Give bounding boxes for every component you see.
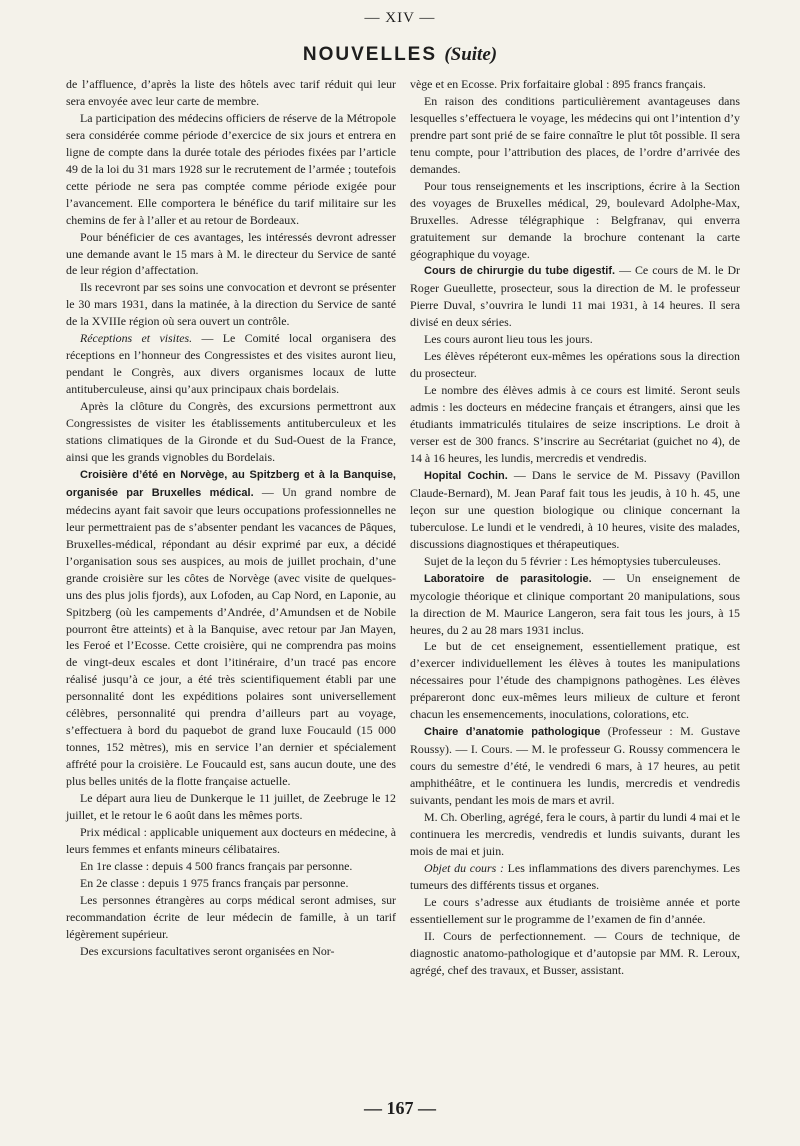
paragraph: En 1re classe : depuis 4 500 francs français par personne. [80,858,353,873]
page-title-suffix: (Suite) [444,44,498,65]
paragraph: Les personnes étrangères au corps médical seront admises, sur recommandation écrite de leur médecin de famille, à un tarif légèrement supérieur. [66,892,396,941]
right-column [410,76,740,979]
paragraph-text: Les inflammations des divers parenchymes. Les tumeurs des différents tissus et organes. [410,860,740,892]
section-heading: Réceptions et visites. [80,331,193,346]
paragraph [410,467,740,553]
page-title [0,44,800,66]
paragraph: Le but de cet enseignement, essentiellement pratique, est d’exercer individuellement les élèves à toutes les manipulations nécessaires pour l’étude des champignons pathogènes. Les élèves prépareront donc eux-mêmes leurs milieux de culture et feront chacun les ensemencements, inoculations, colorations, etc. [410,639,740,722]
paragraph [410,723,740,809]
paragraph-text: (Professeur : M. Gustave Roussy). — I. Cours. — M. le professeur G. Roussy commencera le cours du semestre d’été, le vendredi 6 mars, à 17 heures, au petit amphithéâtre, et le continuera les lundis, mercredis et vendredis suivants, pendant les mois de mars et avril. [410,724,740,808]
paragraph: Le cours s’adresse aux étudiants de troisième année et porte essentiellement sur le programme de l’examen de fin d’année. [410,894,740,926]
paragraph-text: — Le Comité local organisera des réceptions en l’honneur des Congressistes et des visites auront lieu, pendant le Congrès, aux divers organismes locaux de lutte antituberculeuse, ainsi qu’aux principaux chais bordelais. [66,331,396,397]
paragraph [66,330,396,398]
paragraph [410,570,740,639]
section-heading: Objet du cours : [424,860,504,875]
section-heading: Hopital Cochin. [424,469,508,482]
paragraph [66,466,396,790]
page-title-main: NOUVELLES [302,44,438,65]
paragraph: Après la clôture du Congrès, des excursions permettront aux Congressistes de visiter les établissements antituberculeux et les stations climatiques de la Gironde et du Sud-Ouest de la France, ainsi que les grands vignobles du Bordelais. [66,399,396,464]
page-roman-numeral: — XIV — [364,10,436,26]
paragraph: II. Cours de perfectionnement. — Cours de technique, de diagnostic anatomo-pathologique et d’autopsie par MM. R. Leroux, agrégé, chef des travaux, et Busser, assistant. [410,928,740,977]
paragraph: Pour bénéficier de ces avantages, les intéressés devront adresser une demande avant le 15 mars à M. le directeur du Service de santé de leur région d’affectation. [66,229,396,278]
paragraph-text: — Un enseignement de mycologie théorique et clinique comportant 20 manipulations, sous la direction de M. Maurice Langeron, sera fait tous les jours, à 15 heures, du 2 au 28 mars 1931 inclus. [410,570,740,637]
paragraph: Prix médical : applicable uniquement aux docteurs en médecine, à leurs femmes et enfants mineurs célibataires. [66,824,396,856]
section-heading: Chaire d’anatomie pathologique [424,726,601,739]
paragraph [410,262,740,331]
paragraph: Les cours auront lieu tous les jours. [424,332,593,347]
paragraph-text: — Dans le service de M. Pissavy (Pavillon Claude-Bernard), M. Jean Paraf fait tous les jeudis, à 10 h. 45, une leçon sur une question biologique ou clinique concernant la tuberculose. Le lundi et le vendredi, à 10 heures, visite des malades, discussions diagnostiques et thérapeutiques. [410,467,740,551]
paragraph: En 2e classe : depuis 1 975 francs français par personne. [80,875,349,890]
section-heading: Laboratoire de parasitologie. [424,572,592,585]
paragraph: de l’affluence, d’après la liste des hôtels avec tarif réduit qui leur sera envoyée avec leur carte de membre. [66,77,396,108]
paragraph: M. Ch. Oberling, agrégé, fera le cours, à partir du lundi 4 mai et le continuera les mercredis, vendredis et lundis suivants, durant les mois de mai et juin. [410,809,740,858]
section-heading: Croisière d’été en Norvège, au Spitzberg et à la Banquise, organisée par Bruxelles médical. [66,468,396,499]
paragraph: vège et en Ecosse. Prix forfaitaire global : 895 francs français. [410,77,706,91]
paragraph: Le départ aura lieu de Dunkerque le 11 juillet, de Zeebruge le 12 juillet, et le retour le 6 août dans les mêmes ports. [66,791,396,822]
paragraph: La participation des médecins officiers de réserve de la Métropole sera considérée comme période d’exercice de six jours et entrera en ligne de compte dans la durée totale des périodes fixées par l’article 49 de la loi du 31 mars 1928 sur le recrutement de l’armée ; toutefois cette période ne sera pas comptée comme période exigée pour l’avancement. Elle comportera le bénéfice du tarif militaire sur les chemins de fer à l’aller et au retour de Bordeaux. [66,110,396,227]
paragraph: Sujet de la leçon du 5 février : Les hémoptysies tuberculeuses. [424,553,721,568]
paragraph: Ils recevront par ses soins une convocation et devront se présenter le 30 mars 1931, dans la matinée, à la direction du Service de santé de la XVIIIe région où sera ouvert un contrôle. [66,280,396,329]
page-number: — 167 — [364,1098,436,1118]
paragraph-text: — Un grand nombre de médecins ayant fait savoir que leurs occupations professionnelles ne leur permettraient pas de s’absenter pendant les vacances de Pâques, Bruxelles-médical, répondant au désir exprimé par eux, a décidé l’organisation sous ses auspices, au mois de juillet prochain, d’une grande croisière sur les côtes de Norvège (avec visite de quelques-uns des plus jolis fjords), aux Lofoden, au Cap Nord, en Laponie, au Spitzberg (où les campements d’Andrée, d’Amundsen et de Nobile pourront être atteints) et à la Banquise, avec retour par Jan Mayen, les Feroé et l’Ecosse. Cette croisière, qui ne comprendra pas moins de vingt-deux escales et dont l’itinéraire, d’un tracé pas encore réalisé jusqu’à ce jour, a été très scientifiquement établi par une personnalité dont les expéditions polaires sont universellement célèbres, personnalité qui prendra d’ailleurs part au voyage, s’effectuera à bord du paquebot de grand luxe Foucauld (15 000 tonnes, 152 mètres), mis en service l’an dernier et spécialement affrété pour la croisière. Le Foucauld est, sans aucun doute, une des plus belles unités de la flotte française actuelle. [66,484,396,789]
paragraph-text: — Ce cours de M. le Dr Roger Gueullette, prosecteur, sous la direction de M. le professeur Pierre Duval, s’ouvrira le lundi 11 mai 1931, à 14 heures. Il sera divisé en deux séries. [410,263,740,330]
paragraph: Les élèves répéteront eux-mêmes les opérations sous la direction du prosecteur. [410,349,740,381]
paragraph [410,860,740,894]
paragraph: Pour tous renseignements et les inscriptions, écrire à la Section des voyages de Bruxelles médical, 29, boulevard Adolphe-Max, Bruxelles. Adresse télégraphique : Belgfranav, qui enverra gratuitement sur demande la brochure contenant la carte géographique du voyage. [410,178,740,261]
paragraph: Des excursions facultatives seront organisées en Nor- [80,943,335,958]
left-column [66,76,396,960]
paragraph: Le nombre des élèves admis à ce cours est limité. Seront seuls admis : les docteurs en médecine français et étrangers, ainsi que les étudiants immatriculés titulaires de seize inscriptions. Le droit à verser est de 300 francs. S’inscrire au Secrétariat (guichet no 4), de 14 à 16 heures, les lundis, mercredis et vendredis. [410,383,740,465]
section-heading: Cours de chirurgie du tube digestif. [424,265,616,278]
paragraph: En raison des conditions particulièrement avantageuses dans lesquelles s’effectuera le voyage, les médecins qui ont l’intention d’y prendre part sont prié de se faire connaître le plut tôt possible. Il sera tenu compte, pour l’attribution des places, de l’ordre d’arrivée des demandes. [410,93,740,176]
